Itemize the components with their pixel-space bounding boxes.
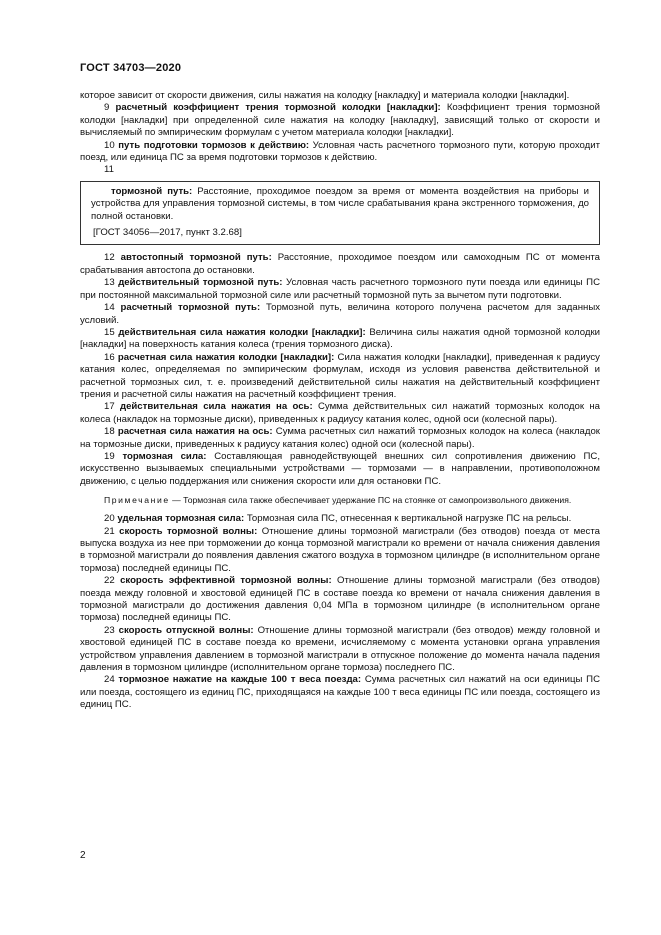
- paragraph-continuation: которое зависит от скорости движения, силы нажатия на колодку [накладку] и материала колодки [накладки].: [80, 90, 570, 101]
- term-18: 18 расчетная сила нажатия на ось: Сумма расчетных сил нажатий тормозных колодок на колеса (накладок на тормозные диски, приведенных к радиусу катания колес) одной оси (колесной пары).: [80, 426, 601, 450]
- document-body: [80, 90, 600, 712]
- term-12: 12 автостопный тормозной путь: Расстояние, проходимое поездом или самоходным ПС от момента срабатывания автостопа до остановки.: [80, 252, 600, 276]
- term-11-quoted-box: [80, 181, 600, 246]
- page-number: 2: [80, 850, 86, 861]
- term-20: 20 удельная тормозная сила: Тормозная сила ПС, отнесенная к вертикальной нагрузке ПС на рельсы.: [104, 513, 572, 525]
- term-15: 15 действительная сила нажатия колодки [накладки]: Величина силы нажатия одной тормозной колодки [накладки] на поверхность катания колеса (трения тормозного диска).: [80, 326, 601, 351]
- term-14: 14 расчетный тормозной путь: Тормозной путь, величина которого получена расчетом для заданных условий.: [80, 302, 601, 326]
- term-17: 17 действительная сила нажатия на ось: Сумма действительных сил нажатий тормозных колодок на колеса (накладок на тормозные диски), приведенных к радиусу катания колес, одной оси (колесной пары).: [80, 401, 600, 425]
- term-9: 9 расчетный коэффициент трения тормозной колодки [накладки]: Коэффициент трения тормозной колодки [накладки] при определенной силе нажатия на колодку [накладку], зависящий только от скорости и вычисляемый по эмпирическим формулам с учетом материала колодки [накладки].: [80, 102, 600, 139]
- document-header: ГОСТ 34703—2020: [80, 62, 182, 74]
- term-24: 24 тормозное нажатие на каждые 100 т веса поезда: Сумма расчетных сил нажатий на оси единицы ПС или поезда, состоящего из единиц ПС, приходящаяся на каждые 100 т веса единицы ПС или поезда, состоящего из единиц ПС.: [80, 674, 600, 711]
- term-23: 23 скорость отпускной волны: Отношение длины тормозной магистрали (без отводов) между головной и хвостовой единицей ПС в составе поезда ко времени, исчисляемому с момента установки органа управления устройством управления давлением в тормозной магистрали в отпускное положение до момента начала падения давления в тормозном цилиндре (исполнительном органе тормоза) последнего ПС.: [80, 624, 600, 674]
- term-16: 16 расчетная сила нажатия колодки [накладки]: Сила нажатия колодки [накладки], приведенная к радиусу катания колес, определяемая по эмпирическим формулам, исходя из условия равенства действительной и расчетной тормозных сил, т. е. произведений действительной силы нажатия на действительный коэффициент трения и расчетной силы нажатия на расчетный коэффициент трения.: [80, 351, 600, 400]
- term-13: 13 действительный тормозной путь: Условная часть расчетного тормозного пути поезда или единицы ПС при постоянной максимальной тормозной силе или расчетный тормозной путь за вычетом пути подготовки.: [80, 277, 601, 301]
- term-19: 19 тормозная сила: Составляющая равнодействующей внешних сил сопротивления движению ПС, искусственно вызываемых специальными устройствами — тормозами — в направлении, противоположном движению, с целью поддержания или снижения скорости или для остановки ПС.: [80, 450, 601, 487]
- term-11: тормозной путь: Расстояние, проходимое поездом за время от момента воздействия на приборы и устройства для управления тормозной системы, в том числе срабатывания крана экстренного торможения, до полной остановки.: [91, 185, 589, 222]
- term-22: 22 скорость эффективной тормозной волны: Отношение длины тормозной магистрали (без отводов) поезда между головной и хвостовой единицей ПС в составе поезда ко времени от начала снижения давления в тормозной магистрали до достижения давления 0,04 МПа в тормозном цилиндре (в исполнительном органе тормоза) последней единицы ПС.: [80, 575, 600, 624]
- term-10: 10 путь подготовки тормозов к действию: Условная часть расчетного тормозного пути, которую проходит поезд, или единица ПС за время подготовки тормозов к действию.: [80, 139, 600, 164]
- term-11-reference: [ГОСТ 34056—2017, пункт 3.2.68]: [93, 227, 242, 239]
- term-21: 21 скорость тормозной волны: Отношение длины тормозной магистрали (без отводов) поезда от места выпуска воздуха из нее при торможении до конца тормозной магистрали ко времени от начала снижения давления в тормозной магистрали до появления давления сжатого воздуха в тормозном цилиндре (в исполнительном органе тормоза) последней единицы ПС.: [80, 525, 600, 574]
- note-label: Примечание: [104, 495, 170, 506]
- term-11-number: 11: [104, 164, 114, 176]
- note: Примечание — Тормозная сила также обеспечивает удержание ПС на стоянке от самопроизвольного движения.: [104, 495, 572, 506]
